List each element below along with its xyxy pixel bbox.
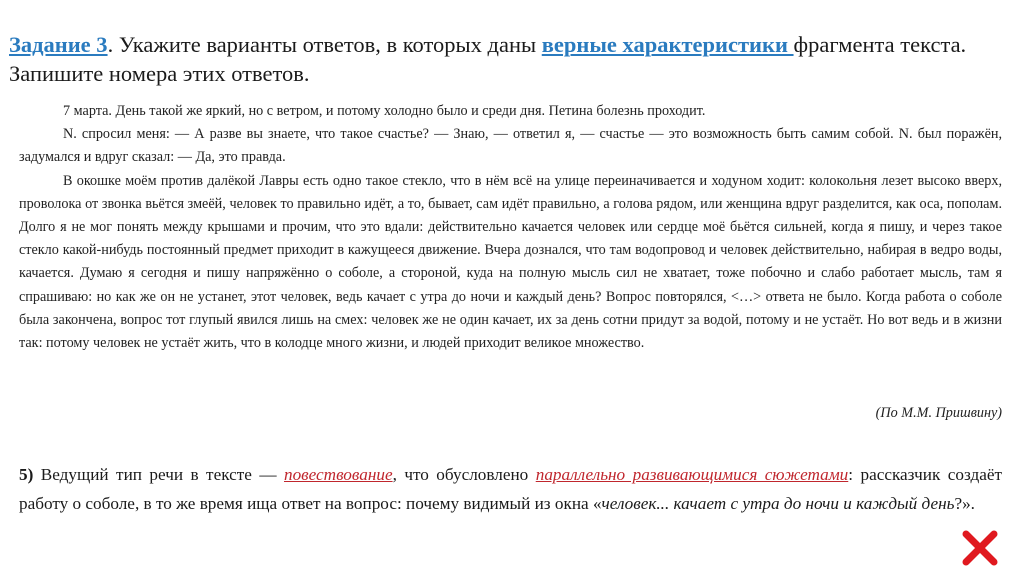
task-label-dot: . xyxy=(107,32,114,57)
answer-text: , что обусловлено xyxy=(392,465,536,484)
passage xyxy=(19,100,1002,355)
answer-option xyxy=(19,460,1002,518)
answer-number: 5) xyxy=(19,465,34,484)
task-label: Задание 3 xyxy=(9,32,108,57)
passage-paragraph: 7 марта. День такой же яркий, но с ветром, и потому холодно было и среди дня. Петина болезнь проходит. xyxy=(63,103,706,119)
task-heading xyxy=(9,30,1013,88)
task-text-after: фрагмента текста. Запишите номера этих ответов. xyxy=(9,32,967,86)
answer-quote: человек... качает с утра до ночи и каждый день xyxy=(601,494,955,513)
answer-text: Ведущий тип речи в тексте — xyxy=(33,465,284,484)
passage-source: (По М.М. Пришвину) xyxy=(875,405,1002,421)
answer-text: ?». xyxy=(954,494,975,513)
cross-icon xyxy=(960,528,1000,568)
passage-paragraph: N. спросил меня: — А разве вы знаете, что такое счастье? — Знаю, — ответил я, — счастье — это возможность быть самим собой. N. был поражён, задумался и вдруг сказал: — Да, это правда. xyxy=(19,126,1002,166)
passage-paragraph: В окошке моём против далёкой Лавры есть одно такое стекло, что в нём всё на улице переиначивается и ходуном ходит: колокольня лезет высоко вверх, проволока от звонка вьётся змеёй, человек то правильно идёт, а то, бывает, сам идёт правильно, а голова рядом, или женщина вдруг разделится, как оса, пополам. Долго я не мог понять между крышами и прочим, что это вдали: действительно качается человек или сердце моё бьётся сильней, когда я пишу, и через такое стекло какой-нибудь постоянный предмет приходит в кажущееся движение. Вчера дознался, что там водопровод и человек действительно, набирая в ведро воды, качается. Думаю я сегодня и пишу напряжённо о соболе, а стороной, куда на полную мысль сил не хватает, тоже побочно и слабо работает мысль, там я спрашиваю: но как же он не устанет, этот человек, ведь качает с утра до ночи и каждый день? Вопрос повторялся, <…> ответа не было. Когда работа о соболе была закончена, вопрос тот глупый явился лишь на смех: человек же не один качает, их за день сотни придут за водой, потому и не устаёт. Но вот ведь и в жизни так: потому человек не устаёт жить, что в колодце много жизни, и людей приходит великое множество. xyxy=(19,172,1002,352)
task-highlight: верные характеристики xyxy=(541,32,794,57)
answer-error-highlight: параллельно развивающимися сюжетами xyxy=(535,465,849,484)
answer-text: : рассказчик создаёт работу о соболе, в то же время ища ответ на вопрос: почему видимый из окна « xyxy=(19,465,1002,513)
answer-error-highlight: повествование xyxy=(283,465,393,484)
task-text-before: Укажите варианты ответов, в которых даны xyxy=(113,32,542,57)
